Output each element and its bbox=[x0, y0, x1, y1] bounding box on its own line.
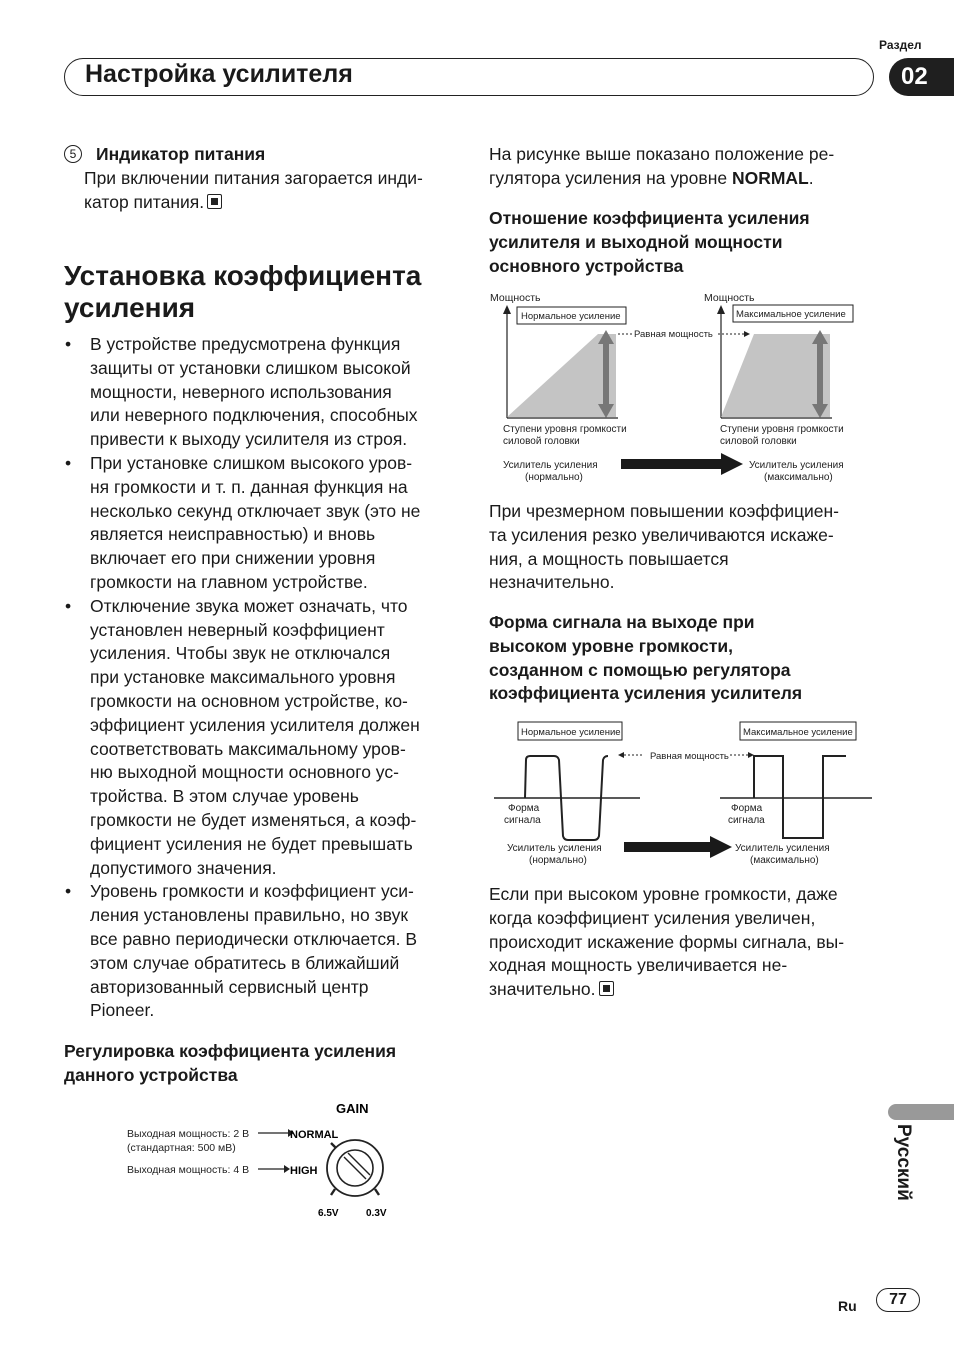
right-intro-line-2: гулятора усиления на уровне NORMAL. bbox=[489, 168, 814, 188]
list-item: • Уровень громкости и коэффициент уси- ления установлены правильно, но звук все равно периодически отключается. В этом случае обратитесь в ближайший авторизованный сервисный центр Pioneer. bbox=[65, 881, 418, 1021]
end-mark-icon bbox=[599, 981, 614, 996]
normal-gain-label: Нормальное усиление bbox=[521, 311, 621, 322]
equal-power-arrow bbox=[744, 331, 750, 337]
right-intro-line-1: На рисунке выше показано положение ре- bbox=[489, 144, 835, 164]
waveform-heading: Форма сигнала на выходе при высоком уровне громкости, созданном с помощью регулятора коэффициента усиления усилителя bbox=[489, 612, 803, 704]
max-gain-label: Максимальное усиление bbox=[736, 309, 846, 320]
power-indicator-line-1: При включении питания загорается инди- bbox=[84, 168, 423, 188]
normal-position-label: NORMAL bbox=[290, 1129, 339, 1141]
gain-label: GAIN bbox=[336, 1101, 369, 1116]
equal-power-label-wave: Равная мощность bbox=[650, 751, 729, 762]
steps-line-2-right: силовой головки bbox=[720, 436, 797, 447]
steps-line-1-left: Ступени уровня громкости bbox=[503, 424, 627, 435]
language-tab bbox=[888, 1104, 954, 1120]
amp-label-right: Усилитель усиления bbox=[749, 460, 844, 471]
distortion-paragraph: При чрезмерном повышении коэффициен- та усиления резко увеличиваются искаже- ния, а мощность повышается незначительно. bbox=[489, 501, 839, 593]
amp-normal-label: (нормально) bbox=[525, 472, 583, 483]
page-number: 77 bbox=[876, 1288, 920, 1312]
knob-tick-normal bbox=[331, 1143, 336, 1148]
power-indicator-title: Индикатор питания bbox=[96, 144, 266, 164]
amp-arrow-shaft bbox=[621, 459, 721, 469]
amp-label-left: Усилитель усиления bbox=[503, 460, 598, 471]
amp-normal-label-wave: (нормально) bbox=[529, 855, 587, 866]
equal-power-label: Равная мощность bbox=[634, 329, 713, 340]
bullet-list bbox=[64, 333, 456, 1023]
section-number-badge: 02 bbox=[889, 58, 954, 96]
amp-label-wave-left: Усилитель усиления bbox=[507, 843, 602, 854]
list-item: • Отключение звука может означать, что установлен неверный коэффициент усиления. Чтобы звук не отключался при установке максимального уровня громкости на основном устройстве, ко- эффициент усиления усилителя должен соответствовать максимальному уров- ню выходной мощности основного ус- тройства. В этом случае уровень громкости не будет изменяться, а коэф- фициент усиления не будет превышать допустимого значения. bbox=[65, 595, 420, 878]
language-code: Ru bbox=[838, 1298, 857, 1314]
voltage-right-label: 0.3V bbox=[366, 1208, 387, 1219]
amp-max-label-wave: (максимально) bbox=[750, 855, 819, 866]
conclusion-paragraph: Если при высоком уровне громкости, даже когда коэффициент усиления увеличен, происходит искажение формы сигнала, вы- ходная мощность увеличивается не- значительно. bbox=[489, 884, 845, 1000]
end-mark-icon bbox=[207, 194, 222, 209]
section-label: Раздел bbox=[879, 38, 922, 52]
voltage-left-label: 6.5V bbox=[318, 1208, 339, 1219]
page-title: Настройка усилителя bbox=[85, 60, 353, 88]
power-relation-diagram bbox=[488, 286, 880, 488]
equal-power-arrow-wave-left bbox=[618, 752, 624, 758]
amp-arrow-shaft-wave bbox=[624, 842, 710, 852]
amp-arrow-head-wave bbox=[710, 836, 732, 858]
high-power-label: Выходная мощность: 4 В bbox=[127, 1164, 250, 1176]
steps-line-2-left: силовой головки bbox=[503, 436, 580, 447]
knob-tick-max bbox=[375, 1189, 379, 1195]
steps-line-1-right: Ступени уровня громкости bbox=[720, 424, 844, 435]
list-item: • При установке слишком высокого уров- ня громкости и т. п. данная функция на несколько секунд отключает звук (это не является неисправностью) и вновь включает его при снижении уровня громкости на главном устройстве. bbox=[65, 452, 421, 592]
normal-note-label: (стандартная: 500 мВ) bbox=[127, 1142, 236, 1154]
signal-label-2-right: сигнала bbox=[728, 815, 765, 826]
amp-label-wave-right: Усилитель усиления bbox=[735, 843, 830, 854]
y-axis-arrow-left bbox=[503, 305, 511, 314]
relation-heading: Отношение коэффициента усиления усилителя и выходной мощности основного устройства bbox=[489, 208, 810, 276]
language-label: Русский bbox=[893, 1124, 914, 1201]
max-gain-label-wave: Максимальное усиление bbox=[743, 727, 853, 738]
knob-tick-min bbox=[331, 1189, 335, 1195]
adjust-heading: Регулировка коэффициента усиления данного устройства bbox=[64, 1041, 397, 1085]
list-item: • В устройстве предусмотрена функция защиты от установки слишком высокой мощности, неверного использования или неверного подключения, способных привести к выходу усилителя из строя. bbox=[65, 334, 418, 450]
main-heading: Установка коэффициента усиления bbox=[64, 260, 422, 323]
item-number-circle: 5 bbox=[64, 145, 82, 163]
normal-gain-label-wave: Нормальное усиление bbox=[521, 727, 621, 738]
amp-arrow-head bbox=[721, 453, 743, 475]
signal-label-1-left: Форма bbox=[508, 803, 540, 814]
amp-max-label: (максимально) bbox=[764, 472, 833, 483]
power-indicator-line-2: катор питания. bbox=[84, 191, 222, 215]
power-axis-label-left: Мощность bbox=[490, 292, 541, 304]
signal-label-2-left: сигнала bbox=[504, 815, 541, 826]
gain-knob-diagram bbox=[120, 1092, 410, 1224]
waveform-max bbox=[754, 756, 846, 838]
high-position-label: HIGH bbox=[290, 1165, 318, 1177]
y-axis-arrow-right bbox=[717, 305, 725, 314]
signal-label-1-right: Форма bbox=[731, 803, 763, 814]
power-axis-label-right: Мощность bbox=[704, 292, 755, 304]
normal-power-label: Выходная мощность: 2 В bbox=[127, 1128, 250, 1140]
waveform-diagram bbox=[490, 718, 880, 870]
